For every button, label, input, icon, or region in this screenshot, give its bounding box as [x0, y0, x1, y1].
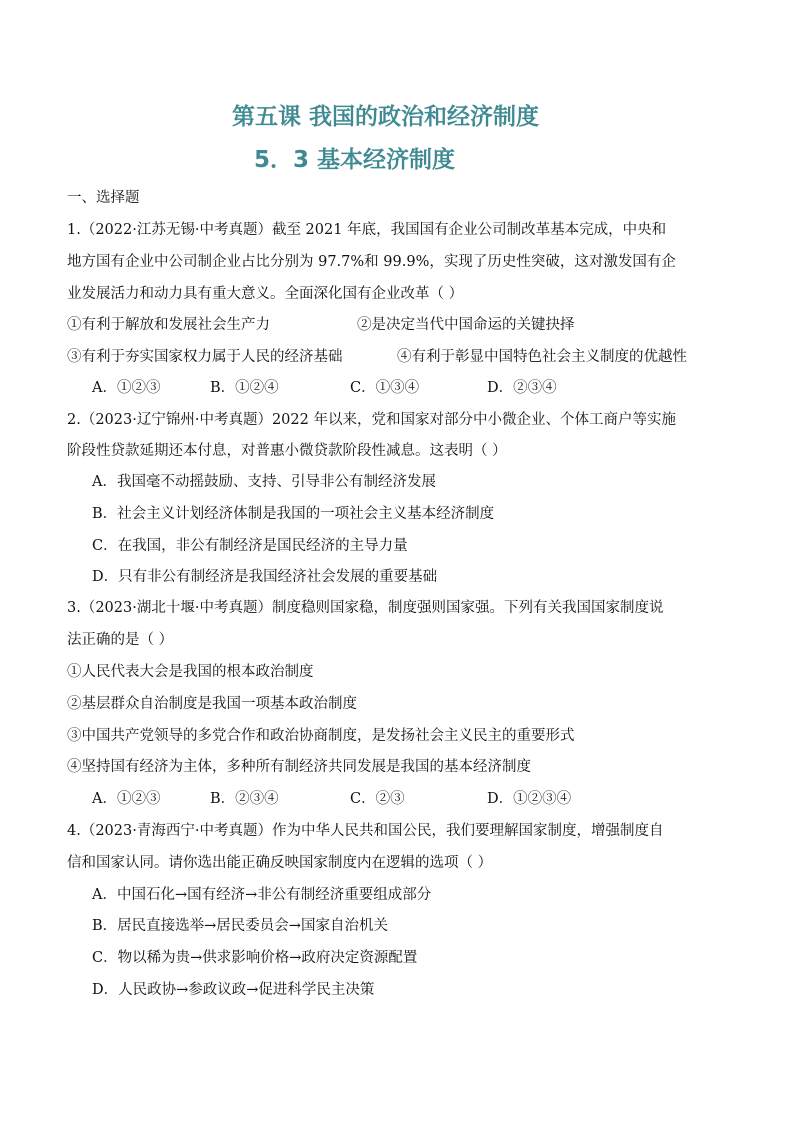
q3-option-d[interactable]: D．①②③④: [487, 791, 572, 807]
section-heading: 一、选择题: [67, 190, 140, 206]
q1-statement-3: ③有利于夯实国家权力属于人民的经济基础: [67, 349, 343, 365]
q1-line-1: 1.（2022·江苏无锡·中考真题）截至 2021 年底，我国国有企业公司制改革基本完成，中央和: [67, 222, 667, 238]
q4-option-d[interactable]: D．人民政协→参政议政→促进科学民主决策: [92, 982, 375, 998]
q3-statement-4: ④坚持国有经济为主体，多种所有制经济共同发展是我国的基本经济制度: [67, 759, 531, 775]
q2-option-b[interactable]: B．社会主义计划经济体制是我国的一项社会主义基本经济制度: [92, 506, 495, 522]
q4-option-a[interactable]: A．中国石化→国有经济→非公有制经济重要组成部分: [92, 887, 432, 903]
q3-statement-1: ①人民代表大会是我国的根本政治制度: [67, 664, 314, 680]
q3-statement-2: ②基层群众自治制度是我国一项基本政治制度: [67, 696, 357, 712]
q1-line-2: 地方国有企业中公司制企业占比分别为 97.7%和 99.9%，实现了历史性突破，这对激发国有企: [67, 254, 676, 270]
q2-option-d[interactable]: D．只有非公有制经济是我国经济社会发展的重要基础: [92, 569, 438, 585]
q2-line-1: 2.（2023·辽宁锦州·中考真题）2022 年以来，党和国家对部分中小微企业、个体工商户等实施: [67, 412, 676, 428]
q4-option-c[interactable]: C．物以稀为贵→供求影响价格→政府决定资源配置: [92, 950, 418, 966]
section-subtitle: 5．3 基本经济制度: [254, 147, 456, 173]
q2-line-2: 阶段性贷款延期还本付息，对普惠小微贷款阶段性减息。这表明（ ）: [67, 443, 507, 459]
q1-statement-4: ④有利于彰显中国特色社会主义制度的优越性: [397, 349, 687, 365]
q3-option-a[interactable]: A．①②③: [92, 791, 161, 807]
q2-option-a[interactable]: A．我国毫不动摇鼓励、支持、引导非公有制经济发展: [92, 474, 436, 490]
q4-line-2: 信和国家认同。请你选出能正确反映国家制度内在逻辑的选项（ ）: [67, 855, 493, 871]
q1-option-d[interactable]: D．②③④: [487, 380, 557, 396]
lesson-title: 第五课 我国的政治和经济制度: [232, 104, 540, 130]
q1-statement-2: ②是决定当代中国命运的关键抉择: [357, 317, 575, 333]
q3-line-1: 3.（2023·湖北十堰·中考真题）制度稳则国家稳，制度强则国家强。下列有关我国国家制度说: [67, 600, 664, 616]
q4-line-1: 4.（2023·青海西宁·中考真题）作为中华人民共和国公民，我们要理解国家制度，增强制度自: [67, 823, 664, 839]
q1-option-c[interactable]: C．①③④: [350, 380, 420, 396]
q3-option-c[interactable]: C．②③: [350, 791, 405, 807]
q3-statement-3: ③中国共产党领导的多党合作和政治协商制度，是发扬社会主义民主的重要形式: [67, 728, 575, 744]
q1-statement-1: ①有利于解放和发展社会生产力: [67, 317, 270, 333]
q3-option-b[interactable]: B．②③④: [210, 791, 279, 807]
q1-line-3: 业发展活力和动力具有重大意义。全面深化国有企业改革（ ）: [67, 286, 464, 302]
q1-option-b[interactable]: B．①②④: [210, 380, 279, 396]
q1-option-a[interactable]: A．①②③: [92, 380, 161, 396]
q2-option-c[interactable]: C．在我国，非公有制经济是国民经济的主导力量: [92, 538, 408, 554]
q4-option-b[interactable]: B．居民直接选举→居民委员会→国家自治机关: [92, 918, 388, 934]
q3-line-2: 法正确的是（ ）: [67, 632, 174, 648]
